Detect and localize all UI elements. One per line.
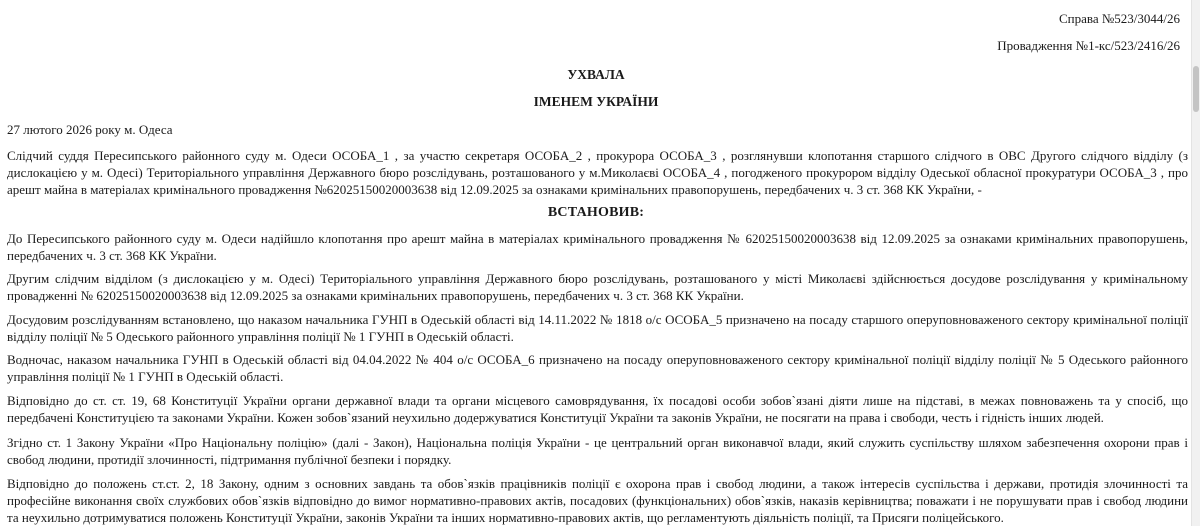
case-number: Справа №523/3044/26: [1058, 11, 1180, 26]
body-paragraph: До Пересипського районного суду м. Одеси надійшло клопотання про арешт майна в матеріалах кримінального провадження № 62025150020003638 від 12.09.2025 за ознаками кримінальних правопорушень, передбачених ч. 3 ст. 368 КК України.: [7, 231, 1188, 263]
date-place: 27 лютого 2026 року м. Одеса: [7, 122, 173, 137]
body-paragraph: Відповідно до ст. ст. 19, 68 Конституції України органи державної влади та органи місцевого самоврядування, їх посадові особи зобов`язані діяти лише на підставі, в межах повноважень та у спосіб, що передбачені Конституцією та законами України. Кожен зобов`язаний неухильно додержуватися Конституції України та законів України, не посягати на права і свободи, честь і гідність інших людей.: [7, 393, 1188, 425]
body-paragraph: Другим слідчим відділом (з дислокацією у м. Одесі) Територіального управління Державного бюро розслідувань, розташованого у місті Миколаєві здійснюється досудове розслідування у кримінальному провадженні № 62025150020003638 від 12.09.2025 за ознаками кримінальних правопорушень, передбачених ч. 3 ст. 368 КК України.: [7, 271, 1188, 303]
intro-paragraph: Слідчий суддя Пересипського районного суду м. Одеси ОСОБА_1 , за участю секретаря ОСОБА_2 , прокурора ОСОБА_3 , розглянувши клопотання старшого слідчого в ОВС Другого слідчого відділу (з дислокацією у м. Одесі) Територіального управління Державного бюро розслідувань, розташованого у м.Миколаєві ОСОБА_4 , погодженого прокурором відділу Одеської обласної прокуратури ОСОБА_3 , про арешт майна в матеріалах кримінального провадження №62025150020003638 від 12.09.2025 за ознаками кримінальних правопорушень, передбачених ч. 3 ст. 368 КК України, -: [7, 148, 1188, 197]
body-paragraph: Відповідно до положень ст.ст. 2, 18 Закону, одним з основних завдань та обов`язків працівників поліції є охорона прав і свобод людини, а також інтересів суспільства і держави, протидія злочинності та професійне виконання своїх службових обов`язків відповідно до вимог нормативно-правових актів, посадових (функціональних) обов`язків, наказів керівництва; поважати і не порушувати прав і свобод людини та неухильно дотримуватися положень Конституції України, законів України та інших нормативно-правових актів, що регламентують діяльність поліції, та Присяги поліцейського.: [7, 476, 1188, 525]
established-heading: ВСТАНОВИВ:: [547, 205, 645, 220]
body-paragraph: Водночас, наказом начальника ГУНП в Одеській області від 04.04.2022 № 404 о/с ОСОБА_6 призначено на посаду оперуповноваженого сектору кримінальної поліції відділу поліції № 5 Одеського районного управління поліції № 1 ГУНП в Одеській області.: [7, 352, 1188, 384]
body-paragraph: Згідно ст. 1 Закону України «Про Національну поліцію» (далі - Закон), Національна поліція України - це центральний орган виконавчої влади, який служить суспільству шляхом забезпечення охорони прав і свобод людини, протидії злочинності, підтримання публічної безпеки і порядку.: [7, 435, 1188, 467]
proceeding-number: Провадження №1-кс/523/2416/26: [997, 38, 1180, 53]
scrollbar-thumb[interactable]: [1193, 66, 1199, 112]
vertical-scrollbar[interactable]: [1191, 0, 1200, 526]
body-paragraph: Досудовим розслідуванням встановлено, що наказом начальника ГУНП в Одеській області від 14.11.2022 № 1818 о/с ОСОБА_5 призначено на посаду старшого оперуповноваженого сектору кримінальної поліції відділу поліції № 5 Одеського районного управління поліції № 1 ГУНП в Одеській області.: [7, 312, 1188, 344]
document-type: УХВАЛА: [567, 67, 625, 82]
in-name-of-ukraine: ІМЕНЕМ УКРАЇНИ: [533, 94, 659, 109]
